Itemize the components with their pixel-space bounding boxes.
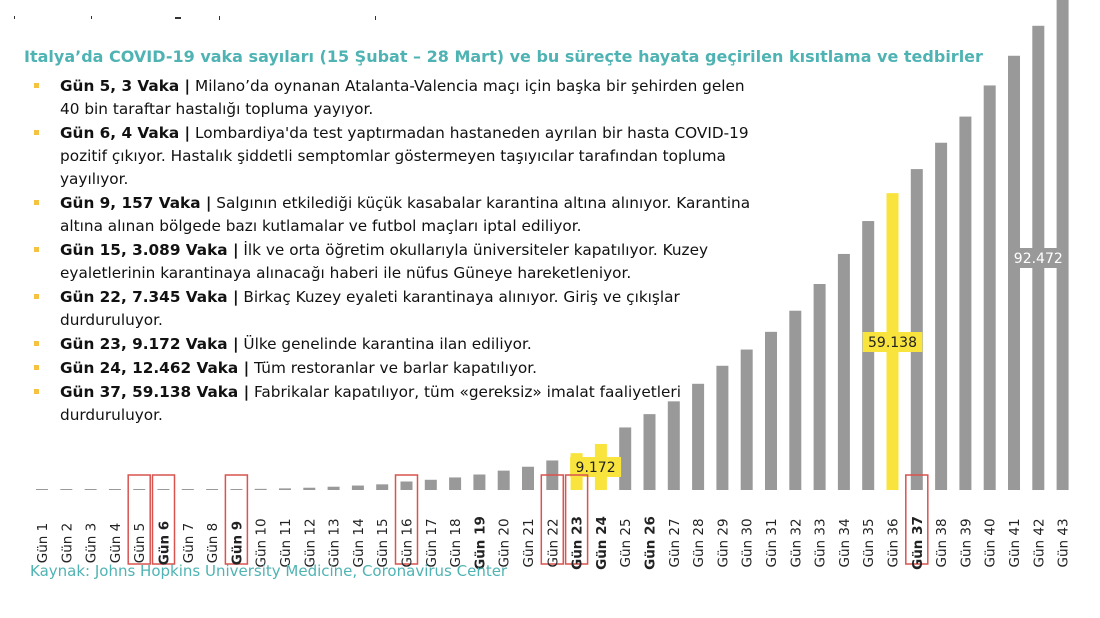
bar: [328, 487, 340, 490]
x-tick-label: Gün 32: [788, 518, 805, 568]
x-tick-label: Gün 6: [156, 520, 173, 566]
x-tick-label: Gün 31: [764, 518, 780, 568]
event-text: Ülke genelinde karantina ilan ediliyor.: [238, 335, 532, 353]
event-item: [34, 286, 754, 332]
event-text: Fabrikalar kapatılıyor, tüm «gereksiz» imalat faaliyetleri durduruluyor.: [60, 383, 681, 424]
x-tick-label: Gün 2: [59, 522, 76, 564]
bar: [279, 488, 291, 490]
event-label: Gün 9, 157 Vaka |: [60, 194, 212, 212]
x-tick-label: Gün 20: [496, 518, 513, 568]
remnant-mark: [14, 16, 15, 19]
event-item: [34, 357, 754, 380]
x-tick-label: Gün 35: [861, 518, 878, 568]
bar: [60, 489, 72, 490]
remnant-mark: [219, 16, 220, 20]
event-item: [34, 333, 754, 356]
chart-title: Italya’da COVID-19 vaka sayıları (15 Şubat – 28 Mart) ve bu süreçte hayata geçirilen kısıtlama ve tedbirler: [24, 47, 983, 66]
remnant-mark: [375, 16, 376, 20]
bar: [352, 486, 364, 490]
bar: [498, 471, 510, 490]
x-tick-label: Gün 37: [909, 516, 926, 570]
bar: [303, 488, 315, 490]
bar: [1008, 56, 1020, 490]
bullet-icon: [34, 83, 39, 88]
x-tick-label: Gün 21: [521, 518, 537, 568]
bullet-icon: [34, 389, 39, 394]
bar: [862, 221, 874, 490]
bar: [838, 254, 850, 490]
event-item: [34, 381, 754, 427]
x-tick-label: Gün 42: [1031, 518, 1048, 568]
x-tick-label: Gün 38: [934, 518, 951, 568]
event-text: Salgının etkilediği küçük kasabalar karantina altına alınıyor. Karantina altına alınan bölgede bazı kutlamalar ve futbol maçları iptal ediliyor.: [60, 194, 751, 235]
bullet-icon: [34, 365, 39, 370]
event-list: [34, 75, 754, 428]
bar: [425, 480, 437, 490]
bar: [449, 477, 461, 490]
bar: [473, 474, 485, 490]
x-tick-label: Gün 26: [642, 516, 659, 570]
bar: [206, 489, 218, 490]
x-tick-label: Gün 43: [1055, 518, 1072, 568]
x-tick-label: Gün 34: [836, 518, 853, 568]
bullet-icon: [34, 341, 39, 346]
bullet-icon: [34, 130, 39, 135]
remnant-mark: [175, 17, 181, 19]
x-tick-label: Gün 33: [812, 518, 829, 568]
x-tick-label: Gün 30: [739, 518, 756, 568]
bar: [85, 489, 97, 490]
x-tick-label: Gün 19: [472, 516, 489, 570]
bar: [984, 85, 996, 490]
event-label: Gün 23, 9.172 Vaka |: [60, 335, 239, 353]
x-tick-label: Gün 15: [375, 518, 392, 568]
bar: [814, 284, 826, 490]
x-tick-label: Gün 11: [278, 518, 294, 568]
x-tick-label: Gün 27: [666, 518, 683, 568]
x-tick-label: Gün 28: [691, 518, 708, 568]
x-tick-label: Gün 17: [423, 518, 440, 568]
bullet-icon: [34, 247, 39, 252]
value-label: 9.172: [575, 460, 616, 476]
value-label: 59.138: [868, 335, 917, 351]
bar: [255, 489, 267, 490]
x-tick-label: Gün 10: [253, 518, 270, 568]
bar: [935, 143, 947, 490]
event-label: Gün 15, 3.089 Vaka |: [60, 241, 239, 259]
bar: [133, 489, 145, 490]
event-text: İlk ve orta öğretim okullarıyla üniversiteler kapatılıyor. Kuzey eyaletlerinin karantinaya alınacağı haberi ile nüfus Güneye hareketleniyor.: [60, 241, 709, 282]
remnant-mark: [91, 16, 92, 19]
event-text: Milano’da oynanan Atalanta-Valencia maçı için başka bir şehirden gelen 40 bin taraftar hastalığı topluma yayıyor.: [60, 77, 745, 118]
bar: [522, 467, 534, 490]
bar: [36, 489, 48, 490]
bar: [911, 169, 923, 490]
x-tick-label: Gün 29: [715, 518, 732, 568]
bar: [401, 481, 413, 490]
bar: [1057, 0, 1069, 490]
cropped-text-remnants: [14, 16, 376, 20]
event-text: Birkaç Kuzey eyaleti karantinaya alınıyor. Giriş ve çıkışlar durduruluyor.: [60, 288, 680, 329]
x-tick-label: Gün 36: [885, 518, 902, 568]
bar: [230, 489, 242, 490]
x-tick-label: Gün 3: [83, 522, 100, 564]
x-tick-label: Gün 12: [302, 518, 319, 568]
x-tick-label: Gün 41: [1007, 518, 1023, 568]
bullet-icon: [34, 200, 39, 205]
x-tick-label: Gün 1: [35, 522, 51, 564]
bar: [158, 489, 170, 490]
event-item: [34, 192, 754, 238]
event-label: Gün 5, 3 Vaka |: [60, 77, 191, 95]
event-item: [34, 75, 754, 121]
x-tick-label: Gün 24: [593, 516, 610, 570]
bar: [959, 117, 971, 490]
x-tick-label: Gün 23: [569, 516, 586, 570]
x-tick-label: Gün 13: [326, 518, 343, 568]
source-note: Kaynak: Johns Hopkins University Medicine, Coronavirus Center: [30, 562, 508, 580]
x-tick-label: Gün 22: [545, 518, 562, 568]
x-tick-label: Gün 16: [399, 518, 416, 568]
event-label: Gün 6, 4 Vaka |: [60, 124, 191, 142]
event-text: Tüm restoranlar ve barlar kapatılıyor.: [249, 359, 537, 377]
bar: [109, 489, 121, 490]
x-tick-label: Gün 39: [958, 518, 975, 568]
event-item: [34, 122, 754, 191]
x-tick-label: Gün 18: [448, 518, 465, 568]
x-tick-label: Gün 4: [107, 522, 124, 564]
event-label: Gün 22, 7.345 Vaka |: [60, 288, 239, 306]
x-tick-label: Gün 5: [132, 522, 149, 564]
bar: [376, 484, 388, 490]
x-tick-label: Gün 8: [205, 522, 222, 564]
event-label: Gün 24, 12.462 Vaka |: [60, 359, 250, 377]
event-text: Lombardiya'da test yaptırmadan hastaneden ayrılan bir hasta COVID-19 pozitif çıkıyor. Hastalık şiddetli semptomlar göstermeyen taşıyıcılar tarafından topluma yayılıyor.: [60, 124, 749, 188]
bar: [765, 332, 777, 490]
event-label: Gün 37, 59.138 Vaka |: [60, 383, 250, 401]
value-label: 92.472: [1013, 251, 1063, 267]
bar: [182, 489, 194, 490]
x-tick-label: Gün 7: [180, 522, 197, 564]
event-item: [34, 239, 754, 285]
bar: [789, 311, 801, 490]
bullet-icon: [34, 294, 39, 299]
x-tick-label: Gün 9: [229, 520, 246, 566]
x-tick-label: Gün 25: [618, 518, 635, 568]
x-tick-label: Gün 40: [982, 518, 999, 568]
x-tick-label: Gün 14: [350, 518, 367, 568]
